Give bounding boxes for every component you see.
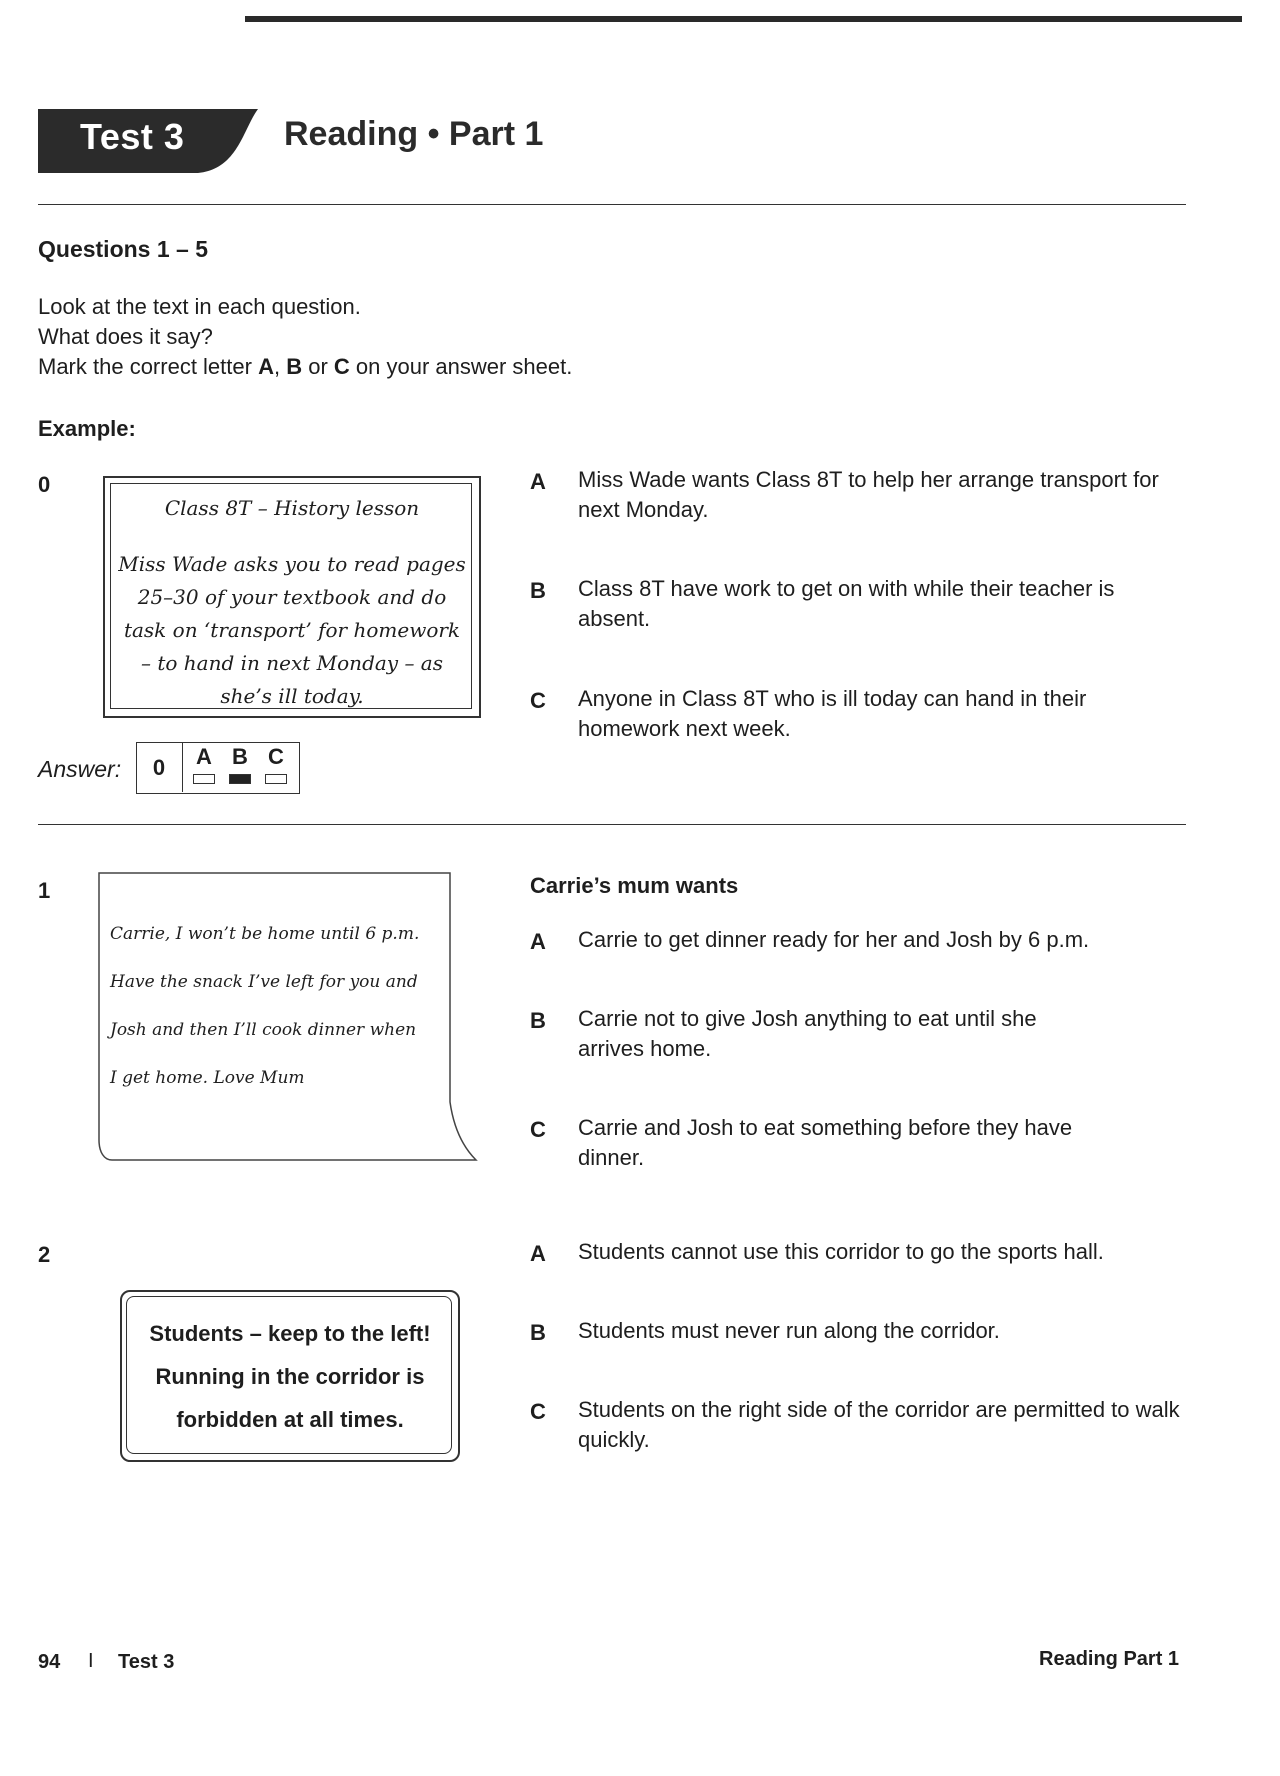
notice-line: – to hand in next Monday – as (141, 651, 443, 675)
q2-option-c-text: Students on the right side of the corridor are permitted to walk quickly. (578, 1397, 1180, 1452)
example-option-a-text: Miss Wade wants Class 8T to help her arrange transport for next Monday. (578, 467, 1159, 522)
sign-text (122, 1312, 458, 1441)
answer-label: Answer: (38, 756, 122, 782)
notice-body (105, 548, 479, 713)
notice-line: she’s ill today. (220, 684, 364, 708)
q2-option-b-letter: B (530, 1320, 546, 1345)
instruction-line-3: Mark the correct letter A, B or C on your answer sheet. (38, 354, 573, 379)
sign-line: Running in the corridor is (155, 1364, 425, 1389)
example-option-b-text: Class 8T have work to get on with while their teacher is absent. (578, 576, 1115, 631)
q1-option-b-letter: B (530, 1008, 546, 1033)
corridor-sign (120, 1290, 460, 1462)
test-label: Test 3 (80, 116, 185, 157)
example-divider (38, 824, 1186, 825)
footer-separator: I (88, 1650, 94, 1672)
instruction-line-1: Look at the text in each question. (38, 294, 361, 319)
question-2-number: 2 (38, 1242, 51, 1267)
footer-section-label: Reading Part 1 (1039, 1648, 1180, 1670)
question-1-number: 1 (38, 878, 51, 903)
q1-option-c-text: Carrie and Josh to eat something before they have dinner. (578, 1115, 1073, 1170)
notice-line: task on ‘transport’ for homework (123, 618, 461, 642)
answer-letter-b: B (232, 744, 248, 769)
page-number: 94 (38, 1651, 61, 1673)
instruction-line-2: What does it say? (38, 324, 213, 349)
section-title: Reading • Part 1 (284, 115, 544, 153)
note-line: Have the snack I’ve left for you and (110, 972, 418, 992)
example-option-c-text: Anyone in Class 8T who is ill today can hand in their homework next week. (578, 686, 1087, 741)
q2-option-a-letter: A (530, 1241, 546, 1266)
answer-bubble-c (265, 774, 287, 784)
example-option-b-letter: B (530, 578, 546, 603)
sign-line: Students – keep to the left! (149, 1321, 431, 1346)
q2-option-a-text: Students cannot use this corridor to go the sports hall. (578, 1239, 1104, 1264)
q2-option-b-text: Students must never run along the corridor. (578, 1318, 1000, 1343)
top-rule (245, 16, 1242, 22)
sign-line: forbidden at all times. (176, 1407, 404, 1432)
q1-option-a-text: Carrie to get dinner ready for her and Josh by 6 p.m. (578, 927, 1090, 952)
question-1-stem: Carrie’s mum wants (530, 873, 739, 898)
note-line: Josh and then I’ll cook dinner when (110, 1020, 417, 1040)
answer-bubble-a (193, 774, 215, 784)
notice-line: Miss Wade asks you to read pages (118, 552, 466, 576)
questions-heading: Questions 1 – 5 (38, 236, 209, 262)
answer-letter-a: A (196, 744, 212, 769)
notice-title: Class 8T – History lesson (164, 496, 420, 520)
instructions (38, 292, 572, 382)
q1-option-b-text: Carrie not to give Josh anything to eat until she arrives home. (578, 1006, 1037, 1061)
footer-test-label: Test 3 (118, 1651, 175, 1673)
note-line: I get home. Love Mum (110, 1068, 305, 1088)
answer-letter-c: C (268, 744, 284, 769)
q1-option-c-letter: C (530, 1117, 546, 1142)
header-divider (38, 204, 1186, 205)
notice-line: 25–30 of your textbook and do (137, 585, 447, 609)
example-option-a-letter: A (530, 469, 546, 494)
note-text (110, 910, 419, 1102)
example-notice (103, 476, 481, 718)
answer-number: 0 (136, 742, 183, 792)
q1-option-a-letter: A (530, 929, 546, 954)
example-label: Example: (38, 416, 136, 441)
answer-bubble-b (229, 774, 251, 784)
q2-option-c-letter: C (530, 1399, 546, 1424)
example-number: 0 (38, 472, 51, 497)
example-option-c-letter: C (530, 688, 546, 713)
note-line: Carrie, I won’t be home until 6 p.m. (110, 924, 420, 944)
